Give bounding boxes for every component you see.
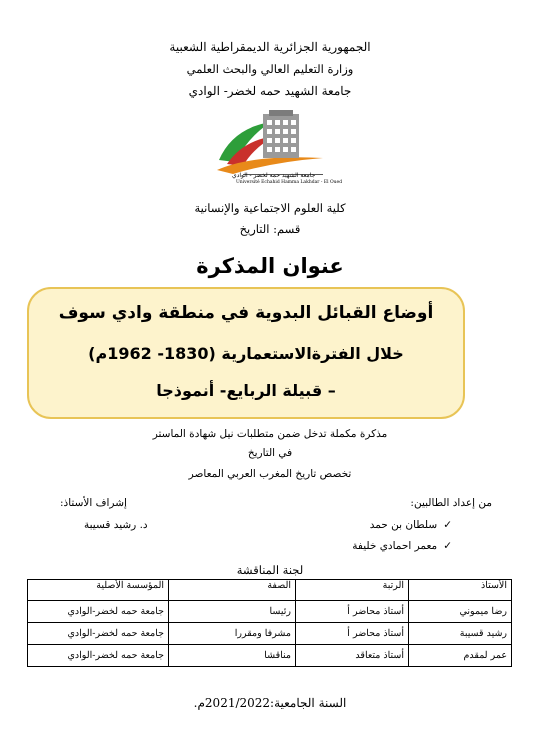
cell-institution: جامعة حمه لخضر-الوادي xyxy=(28,623,169,645)
cell-professor: عمر لمقدم xyxy=(409,645,512,667)
thesis-title-line-1: أوضاع القبائل البدوية في منطقة وادي سوف xyxy=(58,303,434,323)
thesis-title-line-2: خلال الفترةالاستعمارية (1830- 1962م) xyxy=(88,344,404,363)
cell-role: مناقشا xyxy=(169,645,296,667)
header-institution: المؤسسة الأصلية xyxy=(28,580,169,601)
logo-caption-en: Université Echahid Hamma Lakhdar - El Oued xyxy=(236,180,343,185)
memo-title-label: عنوان المذكرة xyxy=(196,254,344,278)
committee-table xyxy=(27,579,512,667)
department-name: قسم: التاريخ xyxy=(239,222,301,236)
degree-specialty: تخصص تاريخ المغرب العربي المعاصر xyxy=(188,468,352,480)
cell-role: رئيسا xyxy=(169,601,296,623)
cell-professor: رضا ميموني xyxy=(409,601,512,623)
cell-institution: جامعة حمه لخضر-الوادي xyxy=(28,645,169,667)
thesis-title-box xyxy=(27,287,465,419)
student-1 xyxy=(370,519,452,531)
ministry-header: وزارة التعليم العالي والبحث العلمي xyxy=(186,62,354,76)
students-label: من إعداد الطالبين: xyxy=(410,497,492,509)
university-header: جامعة الشهيد حمه لخضر- الوادي xyxy=(188,84,352,98)
checkmark-icon: ✓ xyxy=(443,519,452,531)
cell-rank: أستاذ محاضر أ xyxy=(296,601,409,623)
cell-professor: رشيد قسيبة xyxy=(409,623,512,645)
degree-note: مذكرة مكملة تدخل ضمن متطلبات نيل شهادة الماستر xyxy=(152,428,388,440)
student-2-name: معمر احمادي خليفة xyxy=(352,540,438,552)
table-header-row xyxy=(28,580,512,601)
table-row xyxy=(28,601,512,623)
header-rank: الرتبة xyxy=(296,580,409,601)
cell-rank: أستاذ متعاقد xyxy=(296,645,409,667)
logo-caption-ar: جامعة الشهيد حمه لخضر - الوادي xyxy=(232,172,316,179)
committee-title: لجنة المناقشة xyxy=(236,563,304,577)
supervisor-name: د. رشيد قسيبة xyxy=(84,519,148,531)
table-row xyxy=(28,645,512,667)
checkmark-icon: ✓ xyxy=(443,540,452,552)
academic-year: السنة الجامعية:2021/2022م. xyxy=(193,696,347,710)
cell-institution: جامعة حمه لخضر-الوادي xyxy=(28,601,169,623)
student-2 xyxy=(352,540,452,552)
degree-field: في التاريخ xyxy=(247,447,293,459)
table-row xyxy=(28,623,512,645)
header-role: الصفة xyxy=(169,580,296,601)
faculty-name: كلية العلوم الاجتماعية والإنسانية xyxy=(194,201,346,215)
student-1-name: سلطان بن حمد xyxy=(369,519,438,531)
thesis-title-line-3: – قبيلة الربايع- أنموذجا xyxy=(156,381,336,400)
cell-role: مشرفا ومقررا xyxy=(169,623,296,645)
cell-rank: أستاذ محاضر أ xyxy=(296,623,409,645)
supervisor-label: إشراف الأستاذ: xyxy=(60,497,127,509)
header-professor: الأستاذ xyxy=(409,580,512,601)
republic-header: الجمهورية الجزائرية الديمقراطية الشعبية xyxy=(169,40,371,54)
